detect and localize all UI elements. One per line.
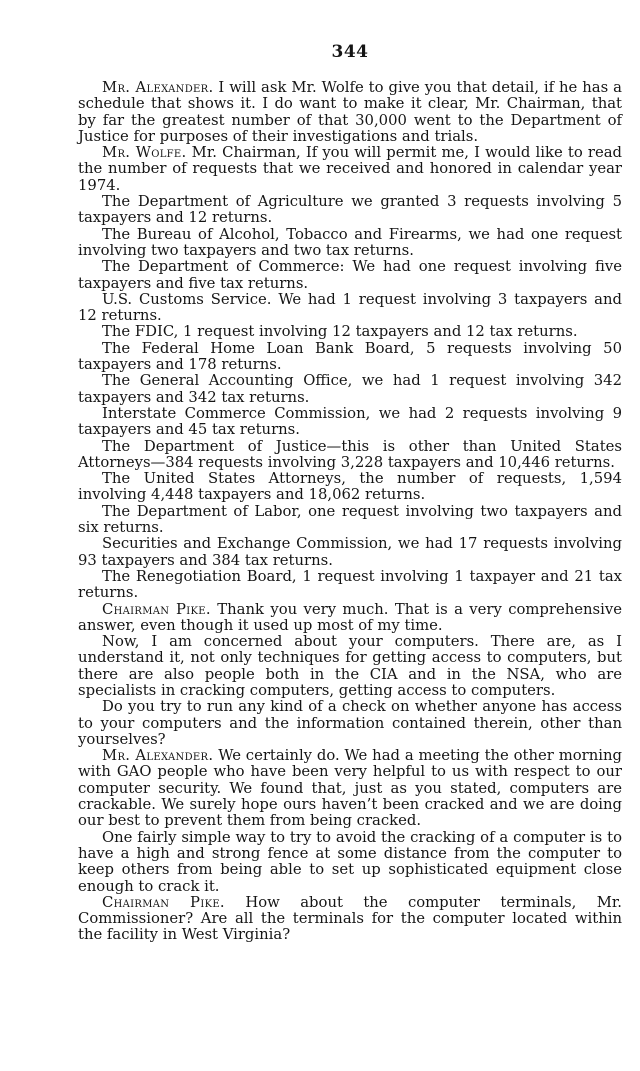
paragraph-text: Do you try to run any kind of a check on whether anyone has access to your computers and the information contained therein, other than yourselves? [78, 698, 622, 748]
paragraph-10 [78, 406, 622, 439]
paragraph-text: The Department of Agriculture we granted 3 requests involving 5 taxpayers and 12 returns. [78, 193, 622, 227]
paragraph-text: How about the computer terminals, Mr. Commissioner? Are all the terminals for the computer located within the facility in West Virginia? [78, 893, 622, 944]
paragraph-text: One fairly simple way to try to avoid the cracking of a computer is to have a high and strong fence at some distance from the computer to keep others from being able to set up sophisticated equipment close enough to crack it. [78, 828, 622, 895]
transcript-body [78, 80, 622, 944]
paragraph-17 [78, 634, 622, 699]
paragraph-11 [78, 439, 622, 472]
paragraph-text: The Department of Commerce: We had one request involving five taxpayers and five tax returns. [78, 258, 622, 292]
paragraph-text: The FDIC, 1 request involving 12 taxpayers and 12 tax returns. [102, 323, 578, 341]
paragraph-14 [78, 536, 622, 569]
paragraph-18 [78, 699, 622, 748]
paragraph-text: The Renegotiation Board, 1 request involving 1 taxpayer and 21 tax returns. [78, 567, 622, 602]
speaker-name: Mr. Alexander. [102, 747, 214, 765]
paragraph-16 [78, 602, 622, 635]
paragraph-5 [78, 259, 622, 292]
paragraph-2 [78, 145, 622, 194]
paragraph-text: The United States Attorneys, the number of requests, 1,594 involving 4,448 taxpayers and 18,062 returns. [78, 470, 622, 504]
paragraph-text: I will ask Mr. Wolfe to give you that detail, if he has a schedule that shows it. I do want to make it clear, Mr. Chairman, that by far the greatest number of that 30,000 went to the Department of Justice for purposes of their investigations and trials. [78, 79, 622, 145]
paragraph-text: Mr. Chairman, If you will permit me, I would like to read the number of requests that we received and honored in calendar year 1974. [78, 144, 622, 194]
paragraph-6 [78, 292, 622, 325]
paragraph-3 [78, 194, 622, 227]
page-number: 344 [331, 42, 369, 62]
speaker-name: Chairman Pike. [102, 893, 225, 911]
speaker-name: Mr. Wolfe. [102, 144, 187, 162]
paragraph-12 [78, 471, 622, 504]
paragraph-9 [78, 373, 622, 406]
speaker-name: Chairman Pike. [102, 600, 211, 618]
paragraph-7 [78, 324, 622, 340]
paragraph-text: The Federal Home Loan Bank Board, 5 requests involving 50 taxpayers and 178 returns. [78, 339, 622, 374]
paragraph-text: The Department of Labor, one request involving two taxpayers and six returns. [78, 502, 622, 537]
paragraph-text: Securities and Exchange Commission, we had 17 requests involving 93 taxpayers and 384 tax returns. [78, 535, 622, 569]
paragraph-8 [78, 341, 622, 374]
paragraph-15 [78, 569, 622, 602]
paragraph-text: The General Accounting Office, we had 1 request involving 342 taxpayers and 342 tax returns. [78, 372, 622, 406]
paragraph-text: We certainly do. We had a meeting the other morning with GAO people who have been very helpful to us with respect to our computer security. We found that, just as you stated, computers are crackable. We surely hope ours haven’t been cracked and we are doing our best to prevent them from being cracked. [78, 747, 622, 830]
speaker-name: Mr. Alexander. [102, 79, 214, 96]
paragraph-13 [78, 504, 622, 537]
paragraph-20 [78, 830, 622, 895]
paragraph-21 [78, 895, 622, 944]
paragraph-text: Thank you very much. That is a very comprehensive answer, even though it used up most of my time. [78, 600, 622, 634]
paragraph-text: The Bureau of Alcohol, Tobacco and Firearms, we had one request involving two taxpayers and two tax returns. [78, 225, 622, 259]
paragraph-text: Interstate Commerce Commission, we had 2 requests involving 9 taxpayers and 45 tax returns. [78, 404, 622, 439]
paragraph-19 [78, 748, 622, 829]
paragraph-4 [78, 227, 622, 260]
paragraph-text: U.S. Customs Service. We had 1 request involving 3 taxpayers and 12 returns. [78, 290, 622, 325]
paragraph-text: Now, I am concerned about your computers. There are, as I understand it, not only techniques for getting access to computers, but there are also people both in the CIA and in the NSA, who are specialists in cracking computers, getting access to computers. [78, 633, 622, 699]
paragraph-1 [78, 80, 622, 145]
paragraph-text: The Department of Justice—this is other than United States Attorneys—384 requests involving 3,228 taxpayers and 10,446 returns. [78, 437, 622, 471]
